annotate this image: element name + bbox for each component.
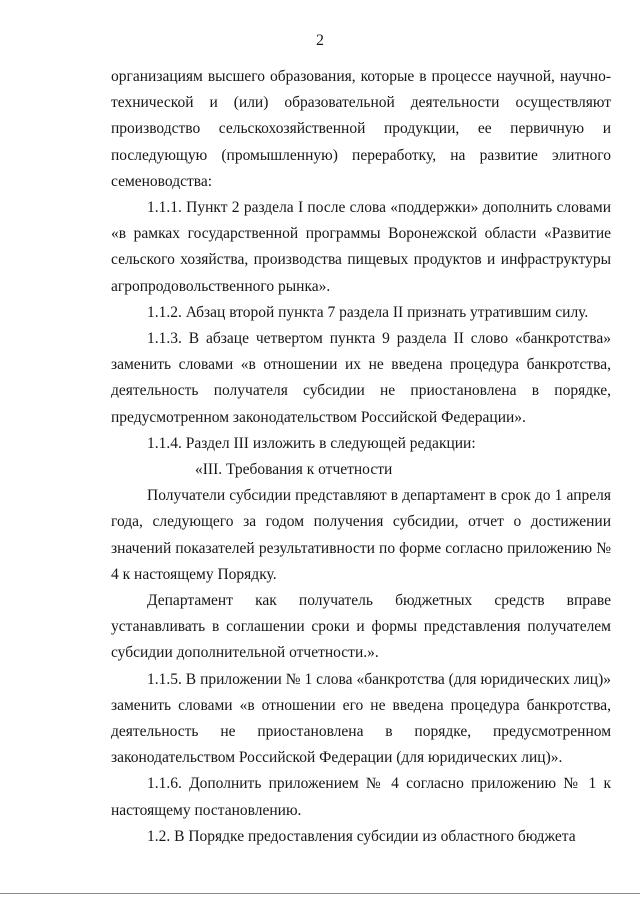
paragraph-1-1-2: 1.1.2. Абзац второй пункта 7 раздела II признать утратившим силу.	[147, 303, 589, 321]
paragraph-reporting-1: Получатели субсидии представляют в департамент в срок до 1 апреля года, следующего за годом получения субсидии, отчет о достижении значений показателей результативности по форме согласно приложению № 4 к настоящему Порядку.	[111, 487, 611, 583]
paragraph-reporting-2: Департамент как получатель бюджетных средств вправе устанавливать в соглашении сроки и формы представления получателем субсидии дополнительной отчетности.».	[111, 592, 611, 662]
paragraph-1-1-3: 1.1.3. В абзаце четвертом пункта 9 раздела II слово «банкротства» заменить словами «в отношении их не введена процедура банкротства, деятельность получателя субсидии не приостановлена в порядке, предусмотренном законодательством Российской Федерации».	[111, 330, 611, 426]
paragraph-1-1-6: 1.1.6. Дополнить приложением № 4 согласно приложению № 1 к настоящему постановлению.	[111, 775, 611, 819]
paragraph-1-1-4: 1.1.4. Раздел III изложить в следующей редакции:	[147, 434, 476, 452]
section-heading: «III. Требования к отчетности	[195, 461, 393, 479]
page-bottom-edge	[0, 893, 640, 894]
paragraph-continuation: организациям высшего образования, которые в процессе научной, научно-технической и (или) образовательной деятельности осуществляют производство сельскохозяйственной продукции, ее первичную и последующую (промышленную) переработку, на развитие элитного семеноводства:	[111, 68, 611, 190]
paragraph-1-1-1: 1.1.1. Пункт 2 раздела I после слова «поддержки» дополнить словами «в рамках государственной программы Воронежской области «Развитие сельского хозяйства, производства пищевых продуктов и инфраструктуры агропродовольственного рынка».	[111, 199, 611, 295]
paragraph-1-2: 1.2. В Порядке предоставления субсидии из областного бюджета	[147, 827, 576, 845]
document-body	[111, 64, 611, 850]
page-number: 2	[316, 32, 324, 49]
paragraph-1-1-5: 1.1.5. В приложении № 1 слова «банкротства (для юридических лиц)» заменить словами «в отношении его не введена процедура банкротства, деятельность не приостановлена в порядке, предусмотренном законодательством Российской Федерации (для юридических лиц)».	[111, 670, 611, 767]
